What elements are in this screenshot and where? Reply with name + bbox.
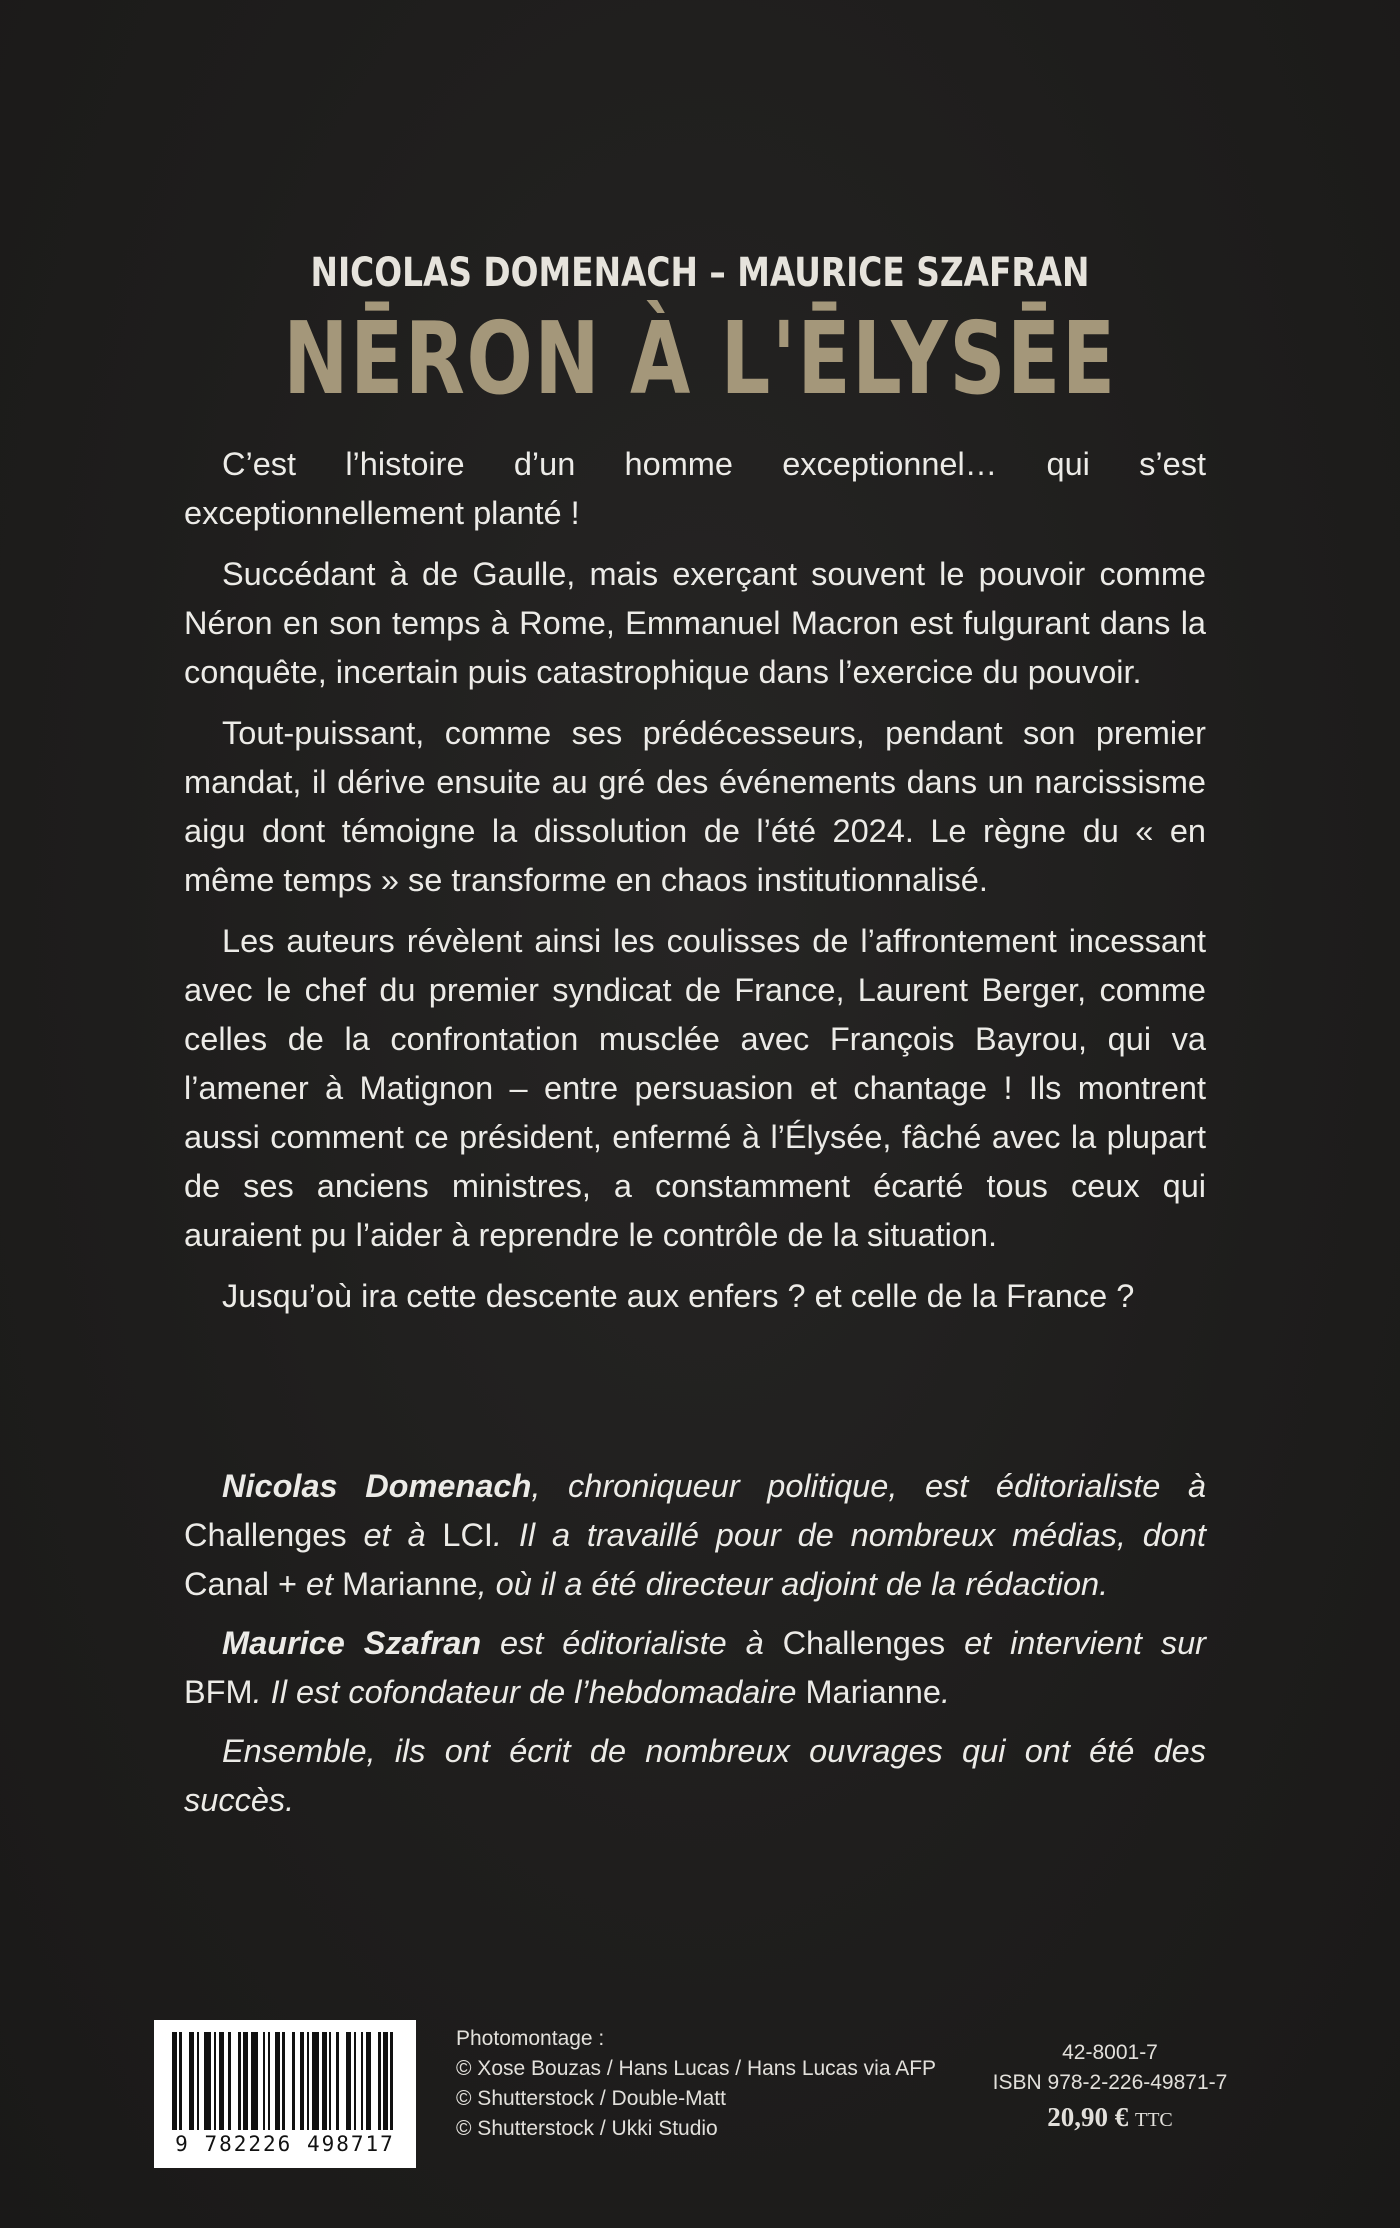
- barcode-digits: 9 782226 498717: [175, 2132, 395, 2156]
- bio-text: et intervient sur: [945, 1625, 1207, 1661]
- bio-text: , chroniqueur politique, est éditorialiste à: [531, 1468, 1206, 1504]
- price-value: 20,90 €: [1047, 2102, 1129, 2132]
- bio-author-name: Nicolas Domenach: [222, 1468, 532, 1504]
- barcode-bar: [182, 2032, 189, 2130]
- credit-line: © Xose Bouzas / Hans Lucas / Hans Lucas via AFP: [456, 2057, 937, 2080]
- media-name: Marianne: [805, 1674, 941, 1710]
- barcode-bar: [312, 2032, 319, 2130]
- blurb: [184, 440, 1206, 1333]
- bio-text: .: [940, 1674, 950, 1710]
- bio-text: et à: [346, 1517, 443, 1553]
- bio-szafran: [184, 1619, 1206, 1717]
- credit-line: © Shutterstock / Ukki Studio: [456, 2117, 718, 2140]
- barcode-bar: [231, 2032, 238, 2130]
- bio-text: et: [296, 1566, 343, 1602]
- photo-credits: [456, 2024, 976, 2144]
- bio-author-name: Maurice Szafran: [222, 1625, 482, 1661]
- barcode-bar: [285, 2032, 292, 2130]
- barcode-bar: [204, 2032, 211, 2130]
- barcode: [154, 2020, 416, 2168]
- book-title: NĒRON À L'ĒLYSĒE: [283, 300, 1117, 417]
- price: [985, 2098, 1235, 2139]
- isbn-block: [985, 2038, 1235, 2139]
- credit-line: © Shutterstock / Double-Matt: [456, 2087, 726, 2110]
- price-suffix: TTC: [1134, 2109, 1173, 2131]
- bio-text: , où il a été directeur adjoint de la rédaction.: [477, 1566, 1109, 1602]
- bio-text: est éditorialiste à: [481, 1625, 783, 1661]
- media-name: Challenges: [184, 1517, 347, 1553]
- blurb-paragraph: Les auteurs révèlent ainsi les coulisses de l’affrontement incessant avec le chef du premier syndicat de France, Laurent Berger, comme celles de la confrontation musclée avec François Bayrou, qui va l’amener à Matignon – entre persuasion et chantage ! Ils montrent aussi comment ce président, enfermé à l’Élysée, fâché avec la plupart de ses anciens ministres, a constamment écarté tous ceux qui auraient pu l’aider à reprendre le contrôle de la situation.: [184, 923, 1206, 1253]
- barcode-bar: [393, 2032, 398, 2130]
- blurb-paragraph: Succédant à de Gaulle, mais exerçant souvent le pouvoir comme Néron en son temps à Rome, Emmanuel Macron est fulgurant dans la conquête, incertain puis catastrophique dans l’exercice du pouvoir.: [184, 556, 1206, 690]
- bio-together: Ensemble, ils ont écrit de nombreux ouvrages qui ont été des succès.: [184, 1733, 1206, 1818]
- bio-domenach: [184, 1462, 1206, 1609]
- media-name: Challenges: [782, 1625, 946, 1661]
- authors-line: NICOLAS DOMENACH – MAURICE SZAFRAN: [310, 250, 1090, 296]
- barcode-bars: [172, 2032, 398, 2130]
- bio-text: . Il a travaillé pour de nombreux médias, dont: [492, 1517, 1206, 1553]
- author-bios: [184, 1462, 1206, 1835]
- barcode-bar: [251, 2032, 258, 2130]
- media-name: Canal +: [184, 1566, 297, 1602]
- product-code: 42-8001-7: [1062, 2041, 1158, 2064]
- barcode-bar: [339, 2032, 346, 2130]
- blurb-paragraph: C’est l’histoire d’un homme exceptionnel… qui s’est exceptionnellement planté !: [184, 446, 1206, 531]
- bio-text: . Il est cofondateur de l’hebdomadaire: [252, 1674, 806, 1710]
- blurb-paragraph: Tout-puissant, comme ses prédécesseurs, pendant son premier mandat, il dérive ensuite au gré des événements dans un narcissisme aigu dont témoigne la dissolution de l’été 2024. Le règne du « en même temps » se transforme en chaos institutionnalisé.: [184, 715, 1206, 898]
- credit-line: Photomontage :: [456, 2027, 605, 2050]
- barcode-bar: [371, 2032, 378, 2130]
- media-name: LCI: [442, 1517, 493, 1553]
- isbn: ISBN 978-2-226-49871-7: [992, 2071, 1228, 2094]
- media-name: Marianne: [342, 1566, 478, 1602]
- blurb-paragraph: Jusqu’où ira cette descente aux enfers ? et celle de la France ?: [222, 1278, 1135, 1314]
- media-name: BFM: [184, 1674, 253, 1710]
